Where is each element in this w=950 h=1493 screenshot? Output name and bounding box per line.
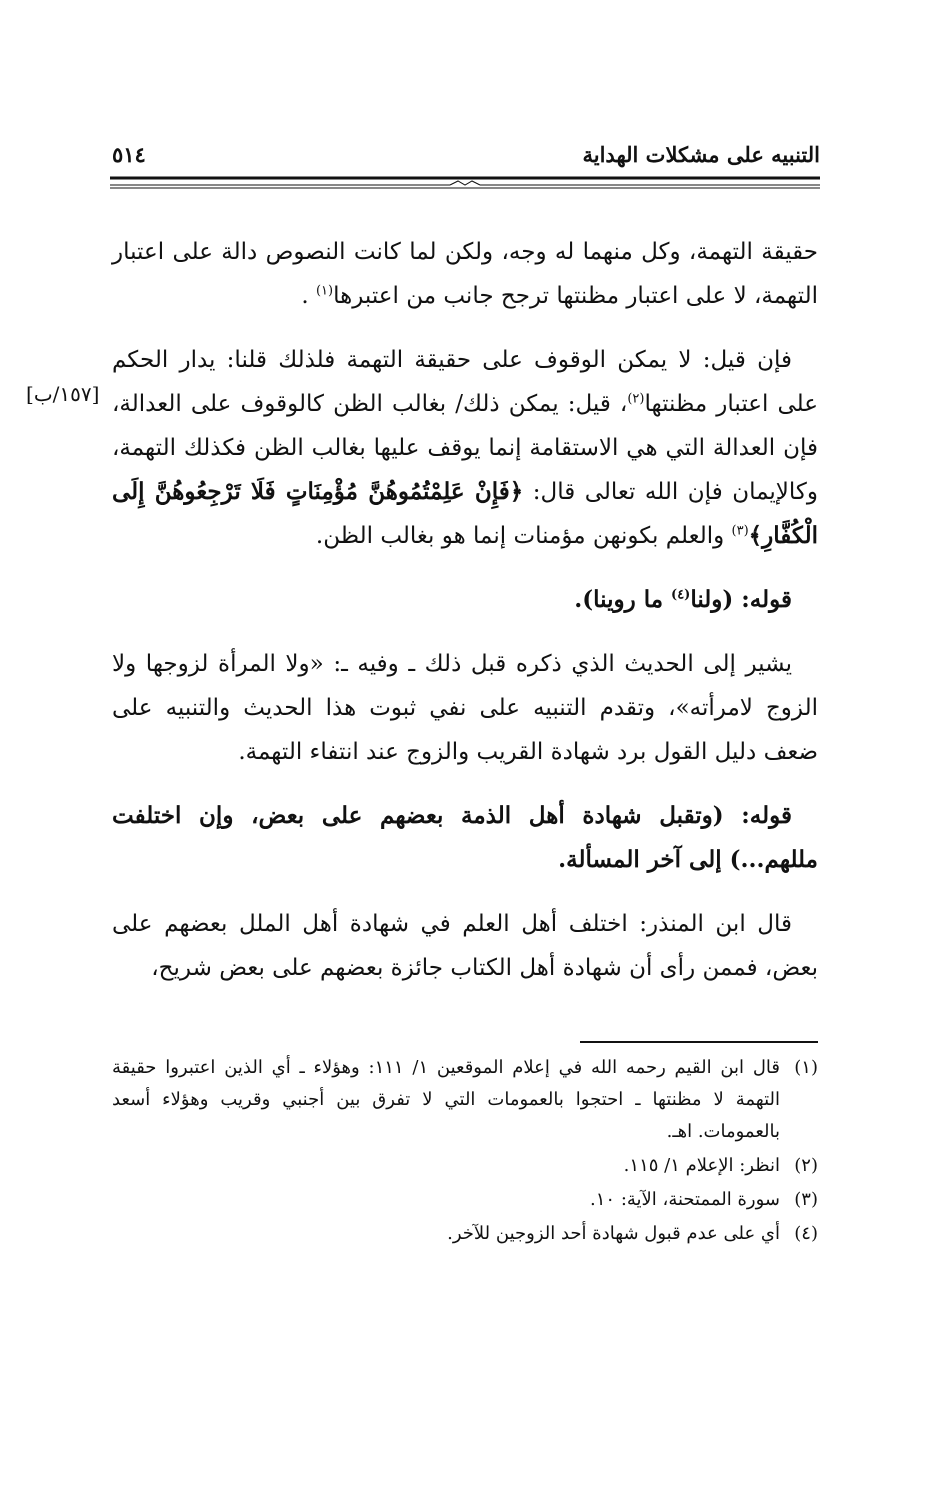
footnote: [112, 1184, 818, 1216]
footnote: [112, 1150, 818, 1182]
footnote-number: (١): [794, 1057, 818, 1078]
footnote: [112, 1052, 818, 1148]
footnote-number: (٣): [794, 1189, 818, 1210]
decorative-double-rule: [110, 176, 820, 190]
paragraph-text: والعلم بكونهن مؤمنات إنما هو بغالب الظن.: [315, 523, 732, 549]
footnote-ref: (٣): [731, 523, 749, 539]
page-header: [110, 136, 820, 176]
paragraph-text: قوله: (ولنا: [690, 586, 792, 613]
footnotes: [112, 1052, 818, 1252]
paragraph-1: [112, 230, 818, 318]
paragraph-4: [112, 642, 818, 774]
page-number: ٥١٤: [112, 142, 146, 167]
paragraph-text: فإن قيل: لا يمكن الوقوف على حقيقة التهمة فلذلك قلنا: يدار الحكم على اعتبار مظنتها: [112, 347, 818, 417]
running-title: التنبيه على مشكلات الهداية: [582, 142, 820, 167]
paragraph-6: [112, 902, 818, 990]
footnote-ref: (٤): [671, 587, 691, 603]
footnote-ref: (٢): [627, 391, 645, 407]
paragraph-2: [112, 338, 818, 558]
paragraph-text: .: [301, 283, 316, 309]
header-rule: [110, 176, 820, 190]
paragraph-text: قوله: (وتقبل شهادة أهل الذمة بعضهم على بعض، وإن اختلفت مللهم...) إلى آخر المسألة.: [112, 802, 818, 873]
paragraph-text: يشير إلى الحديث الذي ذكره قبل ذلك ـ وفيه ـ: «ولا المرأة لزوجها ولا الزوج لامرأته»، وتقدم التنبيه على نفي ثبوت هذا الحديث والتنبيه على ضعف دليل القول برد شهادة القريب والزوج عند انتفاء التهمة.: [112, 651, 818, 765]
main-text: [112, 230, 818, 1010]
footnote: [112, 1218, 818, 1250]
footnote-text: قال ابن القيم رحمه الله في إعلام الموقعين ١/ ١١١: وهؤلاء ـ أي الذين اعتبروا حقيقة التهمة لا مظنتها ـ احتجوا بالعمومات التي لا تفرق بين أجنبي وقريب وهؤلاء أسعد بالعمومات. اهـ.: [112, 1057, 780, 1142]
footnote-number: (٢): [794, 1155, 818, 1176]
footnote-ref: (١): [315, 283, 334, 299]
paragraph-text: ، قيل: يمكن ذلك/ بغالب الظن كالوقوف على العدالة، فإن العدالة التي هي الاستقامة إنما يوقف عليها بغالب الظن فكذلك التهمة، وكالإيمان فإن الله تعالى قال:: [112, 391, 818, 505]
footnote-text: سورة الممتحنة، الآية: ١٠.: [590, 1189, 780, 1210]
footnote-number: (٤): [794, 1223, 818, 1244]
quran-quote: ﴿فَإِنْ عَلِمْتُمُوهُنَّ مُؤْمِنَاتٍ فَلَا تَرْجِعُوهُنَّ إِلَى الْكُفَّارِ﴾: [112, 478, 818, 549]
footnote-separator: [580, 1041, 818, 1043]
footnote-text: أي على عدم قبول شهادة أحد الزوجين للآخر.: [447, 1223, 780, 1244]
paragraph-text: حقيقة التهمة، وكل منهما له وجه، ولكن لما كانت النصوص دالة على اعتبار التهمة، لا على اعتبار مظنتها ترجح جانب من اعتبرها: [112, 239, 818, 309]
paragraph-3: [112, 578, 818, 622]
paragraph-5: [112, 794, 818, 882]
paragraph-text: قال ابن المنذر: اختلف أهل العلم في شهادة أهل الملل بعضهم على بعض، فممن رأى أن شهادة أهل الكتاب جائزة بعضهم على بعض شريح،: [112, 911, 818, 981]
footnote-text: انظر: الإعلام ١/ ١١٥.: [623, 1155, 780, 1176]
paragraph-text: ما روينا).: [574, 586, 672, 613]
manuscript-folio-note: [١٥٧/ب]: [26, 382, 100, 406]
